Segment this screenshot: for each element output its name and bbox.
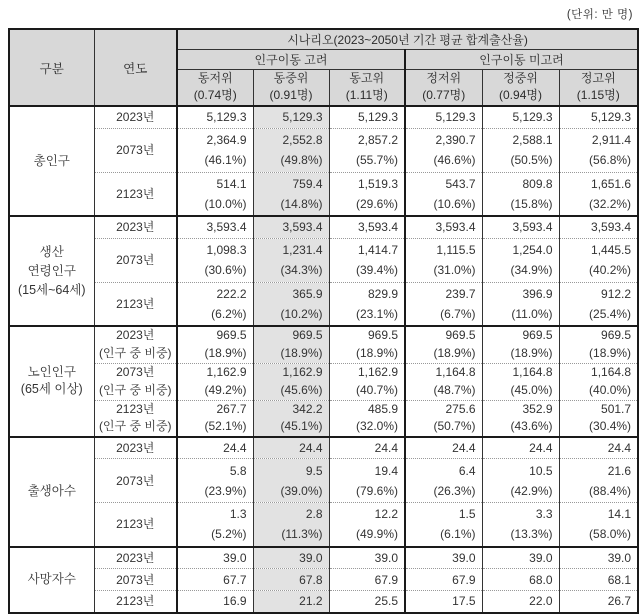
value-cell: 2,364.9 (46.1%)	[177, 128, 253, 172]
value-cell: 67.7	[177, 569, 253, 591]
value-cell: 24.4	[177, 437, 253, 459]
value-cell: 68.1	[559, 569, 638, 591]
year-cell: 2073년 (인구 중 비중)	[94, 363, 177, 400]
value-cell: 19.4 (79.6%)	[329, 459, 405, 503]
value-cell: 67.9	[329, 569, 405, 591]
value-cell: 5,129.3	[405, 106, 482, 128]
value-cell: 21.2	[253, 591, 329, 613]
value-cell: 5.8 (23.9%)	[177, 459, 253, 503]
table-row	[9, 172, 638, 216]
value-cell: 969.5 (18.9%)	[177, 326, 253, 363]
value-cell: 21.6 (88.4%)	[559, 459, 638, 503]
scenario-tfr: (0.77명)	[422, 88, 466, 103]
value-cell: 24.4	[253, 437, 329, 459]
value-cell: 67.8	[253, 569, 329, 591]
category-cell: 생산 연령인구 (15세~64세)	[9, 216, 94, 326]
value-cell: 3,593.4	[329, 216, 405, 238]
value-cell: 1,164.8 (48.7%)	[405, 363, 482, 400]
table-row	[9, 400, 638, 437]
category-cell: 사망자수	[9, 547, 94, 613]
value-cell: 24.4	[482, 437, 559, 459]
value-cell: 543.7 (10.6%)	[405, 172, 482, 216]
value-cell: 5,129.3	[329, 106, 405, 128]
value-cell: 759.4 (14.8%)	[253, 172, 329, 216]
value-cell: 26.7	[559, 591, 638, 613]
year-cell: 2073년	[94, 238, 177, 282]
year-cell: 2073년	[94, 459, 177, 503]
table-row	[9, 363, 638, 400]
value-cell: 5,129.3	[559, 106, 638, 128]
value-cell: 267.7 (52.1%)	[177, 400, 253, 437]
category-cell: 출생아수	[9, 437, 94, 547]
value-cell: 2.8 (11.3%)	[253, 503, 329, 547]
scenario-col-header	[253, 69, 329, 106]
table-header	[9, 29, 638, 106]
value-cell: 22.0	[482, 591, 559, 613]
value-cell: 969.5 (18.9%)	[253, 326, 329, 363]
value-cell: 969.5 (18.9%)	[405, 326, 482, 363]
value-cell: 5,129.3	[177, 106, 253, 128]
scenario-tfr: (1.15명)	[576, 88, 620, 103]
table-row	[9, 569, 638, 591]
year-cell: 2123년	[94, 591, 177, 613]
year-cell: 2123년	[94, 282, 177, 326]
value-cell: 6.4 (26.3%)	[405, 459, 482, 503]
value-cell: 275.6 (50.7%)	[405, 400, 482, 437]
population-projection-table	[8, 28, 639, 614]
scenario-name: 동중위	[273, 71, 309, 86]
value-cell: 1.5 (6.1%)	[405, 503, 482, 547]
value-cell: 39.0	[177, 547, 253, 569]
value-cell: 1,162.9 (40.7%)	[329, 363, 405, 400]
value-cell: 25.5	[329, 591, 405, 613]
value-cell: 39.0	[253, 547, 329, 569]
table-row	[9, 128, 638, 172]
value-cell: 3,593.4	[253, 216, 329, 238]
year-cell: 2123년 (인구 중 비중)	[94, 400, 177, 437]
value-cell: 2,588.1 (50.5%)	[482, 128, 559, 172]
value-cell: 222.2 (6.2%)	[177, 282, 253, 326]
value-cell: 17.5	[405, 591, 482, 613]
value-cell: 68.0	[482, 569, 559, 591]
value-cell: 969.5 (18.9%)	[482, 326, 559, 363]
value-cell: 485.9 (32.0%)	[329, 400, 405, 437]
category-cell: 노인인구 (65세 이상)	[9, 326, 94, 437]
unit-note: (단위: 만 명)	[566, 9, 633, 21]
year-cell: 2023년	[94, 216, 177, 238]
scenario-col-header	[559, 69, 638, 106]
table-row	[9, 437, 638, 459]
value-cell: 809.8 (15.8%)	[482, 172, 559, 216]
table-row	[9, 326, 638, 363]
scenario-name: 동저위	[197, 71, 233, 86]
year-column-header: 연도	[94, 29, 177, 106]
value-cell: 352.9 (43.6%)	[482, 400, 559, 437]
table-row	[9, 29, 638, 49]
table-row	[9, 591, 638, 613]
value-cell: 1,162.9 (49.2%)	[177, 363, 253, 400]
table-row	[9, 238, 638, 282]
value-cell: 3,593.4	[177, 216, 253, 238]
scenario-col-header	[177, 69, 253, 106]
value-cell: 10.5 (42.9%)	[482, 459, 559, 503]
year-cell: 2023년 (인구 중 비중)	[94, 326, 177, 363]
category-cell: 총인구	[9, 106, 94, 216]
table-row	[9, 216, 638, 238]
year-cell: 2073년	[94, 128, 177, 172]
table-row	[9, 547, 638, 569]
value-cell: 912.2 (25.4%)	[559, 282, 638, 326]
table-row	[9, 282, 638, 326]
table-body	[9, 106, 638, 613]
value-cell: 365.9 (10.2%)	[253, 282, 329, 326]
value-cell: 5,129.3	[253, 106, 329, 128]
value-cell: 969.5 (18.9%)	[329, 326, 405, 363]
table-row	[9, 459, 638, 503]
year-cell: 2023년	[94, 437, 177, 459]
value-cell: 3.3 (13.3%)	[482, 503, 559, 547]
year-cell: 2073년	[94, 569, 177, 591]
value-cell: 1,164.8 (45.0%)	[482, 363, 559, 400]
value-cell: 501.7 (30.4%)	[559, 400, 638, 437]
value-cell: 1,115.5 (31.0%)	[405, 238, 482, 282]
scenario-tfr: (0.94명)	[499, 88, 542, 103]
value-cell: 1,445.5 (40.2%)	[559, 238, 638, 282]
group-header-no-migration: 인구이동 미고려	[405, 49, 638, 69]
scenario-name: 동고위	[349, 71, 385, 86]
value-cell: 342.2 (45.1%)	[253, 400, 329, 437]
value-cell: 24.4	[559, 437, 638, 459]
value-cell: 9.5 (39.0%)	[253, 459, 329, 503]
value-cell: 67.9	[405, 569, 482, 591]
value-cell: 1,098.3 (30.6%)	[177, 238, 253, 282]
value-cell: 12.2 (49.9%)	[329, 503, 405, 547]
value-cell: 2,857.2 (55.7%)	[329, 128, 405, 172]
scenario-col-header	[482, 69, 559, 106]
value-cell: 1,164.8 (40.0%)	[559, 363, 638, 400]
value-cell: 39.0	[405, 547, 482, 569]
table-row	[9, 106, 638, 128]
scenario-name: 정저위	[426, 71, 462, 86]
scenario-name: 정중위	[503, 71, 538, 86]
scenario-name: 정고위	[580, 71, 616, 86]
category-column-header: 구분	[9, 29, 94, 106]
year-cell: 2123년	[94, 172, 177, 216]
value-cell: 24.4	[405, 437, 482, 459]
value-cell: 2,911.4 (56.8%)	[559, 128, 638, 172]
table-row	[9, 503, 638, 547]
value-cell: 1,254.0 (34.9%)	[482, 238, 559, 282]
value-cell: 39.0	[559, 547, 638, 569]
value-cell: 1.3 (5.2%)	[177, 503, 253, 547]
value-cell: 3,593.4	[405, 216, 482, 238]
scenario-header: 시나리오(2023~2050년 기간 평균 합계출산율)	[177, 29, 638, 49]
value-cell: 39.0	[482, 547, 559, 569]
value-cell: 3,593.4	[482, 216, 559, 238]
scenario-col-header	[329, 69, 405, 106]
scenario-col-header	[405, 69, 482, 106]
value-cell: 1,651.6 (32.2%)	[559, 172, 638, 216]
year-cell: 2023년	[94, 547, 177, 569]
value-cell: 2,390.7 (46.6%)	[405, 128, 482, 172]
value-cell: 14.1 (58.0%)	[559, 503, 638, 547]
value-cell: 39.0	[329, 547, 405, 569]
value-cell: 1,519.3 (29.6%)	[329, 172, 405, 216]
value-cell: 5,129.3	[482, 106, 559, 128]
scenario-tfr: (1.11명)	[345, 88, 388, 103]
value-cell: 24.4	[329, 437, 405, 459]
value-cell: 239.7 (6.7%)	[405, 282, 482, 326]
year-cell: 2023년	[94, 106, 177, 128]
value-cell: 1,162.9 (45.6%)	[253, 363, 329, 400]
value-cell: 829.9 (23.1%)	[329, 282, 405, 326]
value-cell: 969.5 (18.9%)	[559, 326, 638, 363]
value-cell: 2,552.8 (49.8%)	[253, 128, 329, 172]
value-cell: 1,231.4 (34.3%)	[253, 238, 329, 282]
group-header-migration: 인구이동 고려	[177, 49, 405, 69]
value-cell: 514.1 (10.0%)	[177, 172, 253, 216]
scenario-tfr: (0.91명)	[269, 88, 313, 103]
year-cell: 2123년	[94, 503, 177, 547]
value-cell: 16.9	[177, 591, 253, 613]
value-cell: 1,414.7 (39.4%)	[329, 238, 405, 282]
value-cell: 3,593.4	[559, 216, 638, 238]
scenario-tfr: (0.74명)	[193, 88, 237, 103]
value-cell: 396.9 (11.0%)	[482, 282, 559, 326]
